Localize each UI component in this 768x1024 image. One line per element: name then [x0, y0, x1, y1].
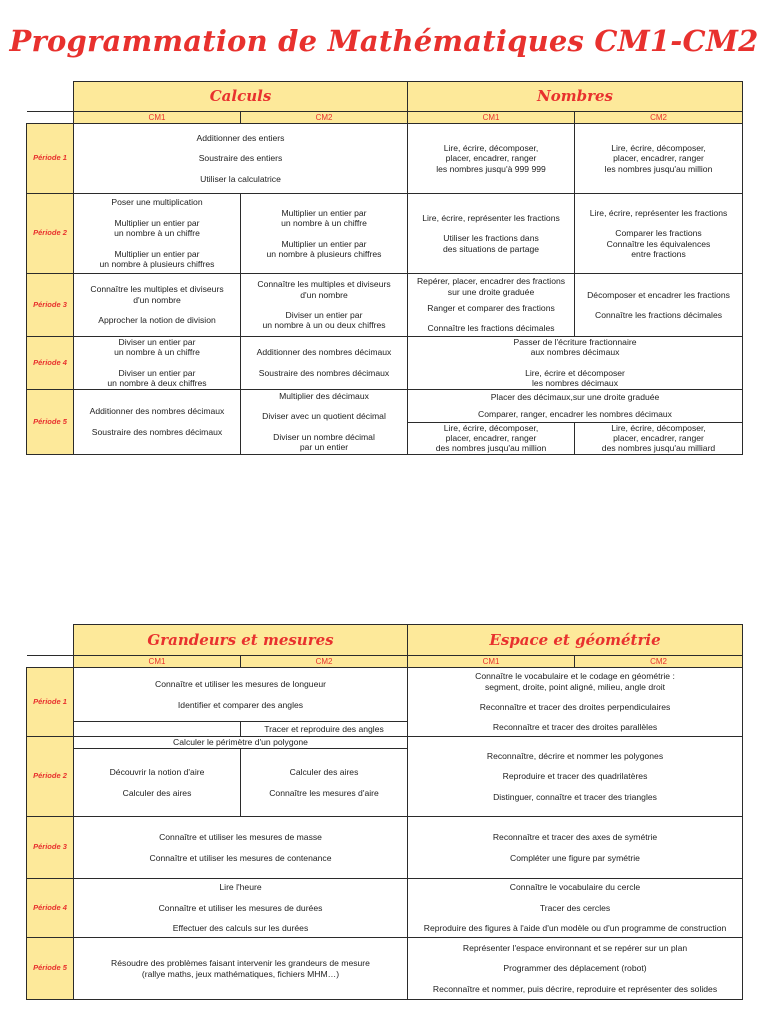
skill-item: Tracer et reproduire des angles [264, 723, 384, 734]
cell-espace-p3 [408, 817, 743, 879]
cell-grandeurs-cm1-p1-empty [74, 722, 241, 737]
corner-blank [27, 82, 74, 112]
cell-calculs-cm2-p2 [241, 194, 408, 274]
skill-item: Multiplier des décimaux [279, 390, 369, 401]
header-espace: Espace et géométrie [408, 625, 743, 656]
skill-item: Découvrir la notion d'aire [109, 767, 205, 778]
skill-item: Connaître et utiliser les mesures de longueur [155, 679, 327, 690]
skill-item: Approcher la notion de division [98, 315, 216, 326]
skill-item: Connaître le vocabulaire du cercle [509, 882, 641, 893]
cell-calculs-cm1-p4 [74, 337, 241, 390]
page-title: Programmation de Mathématiques CM1-CM2 [9, 24, 759, 58]
cell-grandeurs-p1 [74, 668, 408, 722]
skill-item: Comparer les fractions Connaître les équivalences entre fractions [606, 228, 711, 259]
skill-item: Repérer, placer, encadrer des fractions sur une droite graduée [416, 276, 566, 297]
period-label: Période 5 [27, 389, 74, 454]
skill-item: Calculer des aires [122, 787, 192, 798]
cell-calculs-cm1-p5 [74, 389, 241, 454]
skill-item: Reproduire et tracer des quadrilatères [502, 771, 648, 782]
skill-item: Additionner des nombres décimaux [89, 406, 225, 417]
skill-item: Compléter une figure par symétrie [510, 852, 640, 863]
skill-item: Lire, écrire et décomposer les nombres décimaux [525, 367, 625, 389]
cell-nombres-p4 [408, 337, 743, 390]
level-cm1: CM1 [408, 656, 575, 668]
cell-grandeurs-p5 [74, 938, 408, 1000]
skill-item: Diviser un entier par un nombre à un chiffre [114, 337, 200, 358]
skill-item: Lire, écrire, représenter les fractions [589, 207, 728, 218]
skill-item: Diviser un nombre décimal par un entier [273, 431, 375, 453]
cell-nombres-cm2-p3 [575, 274, 743, 337]
level-cm1: CM1 [74, 112, 241, 124]
table-grandeurs-espace [26, 624, 743, 1000]
cell-grandeurs-p3 [74, 817, 408, 879]
cell-espace-p5 [408, 938, 743, 1000]
header-nombres: Nombres [408, 82, 743, 112]
cell-nombres-cm1-p1 [408, 124, 575, 194]
period-label: Période 5 [27, 938, 74, 1000]
skill-item: Comparer, ranger, encadrer les nombres décimaux [478, 408, 672, 419]
cell-calculs-cm1-p2 [74, 194, 241, 274]
skill-item: Multiplier un entier par un nombre à plusieurs chiffres [266, 238, 382, 259]
cell-espace-p1 [408, 668, 743, 737]
cell-nombres-cm1-p2 [408, 194, 575, 274]
skill-item: Reconnaître, décrire et nommer les polygones [486, 750, 664, 761]
skill-item: Lire, écrire, décomposer, placer, encadrer, ranger les nombres jusqu'à 999 999 [436, 142, 546, 174]
skill-item: Additionner des nombres décimaux [256, 347, 392, 358]
skill-item: Utiliser les fractions dans des situations de partage [443, 233, 540, 254]
skill-item: Ranger et comparer des fractions [427, 303, 555, 313]
skill-item: Soustraire des entiers [198, 153, 283, 164]
table-calculs-nombres [26, 81, 743, 455]
cell-nombres-cm2-p5 [575, 422, 743, 454]
level-cm2: CM2 [241, 656, 408, 668]
cell-nombres-p5 [408, 389, 743, 422]
cell-grandeurs-cm2-p2 [241, 749, 408, 817]
skill-item: Lire l'heure [219, 882, 262, 893]
cell-calculs-cm1-p3 [74, 274, 241, 337]
skill-item: Reconnaître et tracer des droites parallèles [492, 722, 658, 733]
cell-nombres-cm2-p1 [575, 124, 743, 194]
cell-grandeurs-cm2-p1 [241, 722, 408, 737]
skill-item: Identifier et comparer des angles [177, 699, 304, 710]
cell-calculs-p1 [74, 124, 408, 194]
skill-item: Reconnaître et nommer, puis décrire, reproduire et représenter des solides [432, 983, 718, 994]
period-label: Période 4 [27, 879, 74, 938]
skill-item: Multiplier un entier par un nombre à un chiffre [114, 217, 200, 239]
skill-item: Calculer le périmètre d'un polygone [173, 737, 308, 748]
skill-item: Connaître et utiliser les mesures de contenance [149, 852, 332, 863]
skill-item: Lire, écrire, décomposer, placer, encadrer, ranger des nombres jusqu'au million [435, 422, 547, 454]
skill-item: Effectuer des calculs sur les durées [172, 923, 309, 934]
skill-item: Multiplier un entier par un nombre à un chiffre [281, 207, 367, 229]
period-label: Période 2 [27, 194, 74, 274]
skill-item: Diviser avec un quotient décimal [262, 411, 386, 422]
cell-nombres-cm1-p3 [408, 274, 575, 337]
skill-item: Résoudre des problèmes faisant intervenir les grandeurs de mesure (rallye maths, jeux mathématiques, fichiers MHM…) [111, 958, 370, 979]
period-label: Période 1 [27, 124, 74, 194]
skill-item: Connaître les mesures d'aire [269, 787, 379, 798]
cell-calculs-cm2-p4 [241, 337, 408, 390]
header-grandeurs: Grandeurs et mesures [74, 625, 408, 656]
skill-item: Lire, écrire, décomposer, placer, encadrer, ranger des nombres jusqu'au milliard [601, 422, 716, 454]
header-calculs: Calculs [74, 82, 408, 112]
skill-item: Connaître et utiliser les mesures de masse [159, 832, 322, 843]
skill-item: Connaître les fractions décimales [427, 323, 555, 334]
level-cm2: CM2 [575, 112, 743, 124]
skill-item: Reconnaître et tracer des axes de symétrie [492, 832, 658, 843]
skill-item: Distinguer, connaître et tracer des triangles [493, 791, 657, 802]
cell-espace-p4 [408, 879, 743, 938]
skill-item: Diviser un entier par un nombre à deux chiffres [107, 367, 207, 389]
skill-item: Soustraire des nombres décimaux [258, 367, 390, 378]
skill-item: Lire, écrire, décomposer, placer, encadrer, ranger les nombres jusqu'au million [604, 142, 713, 174]
cell-espace-p2 [408, 737, 743, 817]
skill-item: Poser une multiplication [111, 197, 203, 208]
skill-item: Passer de l'écriture fractionnaire aux nombres décimaux [513, 337, 637, 358]
period-label: Période 1 [27, 668, 74, 737]
skill-item: Décomposer et encadrer les fractions [587, 289, 730, 300]
cell-grandeurs-cm1-p2 [74, 749, 241, 817]
skill-item: Lire, écrire, représenter les fractions [422, 212, 560, 223]
corner-blank [27, 656, 74, 668]
skill-item: Utiliser la calculatrice [200, 173, 281, 184]
cell-nombres-cm1-p5 [408, 422, 575, 454]
period-label: Période 4 [27, 337, 74, 390]
skill-item: Additionner des entiers [196, 132, 285, 143]
skill-item: Multiplier un entier par un nombre à plusieurs chiffres [99, 248, 215, 270]
skill-item: Reconnaître et tracer des droites perpendiculaires [479, 702, 671, 712]
level-cm2: CM2 [575, 656, 743, 668]
level-cm1: CM1 [408, 112, 575, 124]
skill-item: Représenter l'espace environnant et se repérer sur un plan [462, 942, 688, 953]
skill-item: Connaître les multiples et diviseurs d'un nombre [90, 284, 224, 305]
skill-item: Connaître et utiliser les mesures de durées [158, 902, 323, 913]
cell-nombres-cm2-p2 [575, 194, 743, 274]
cell-calculs-cm2-p3 [241, 274, 408, 337]
cell-calculs-cm2-p5 [241, 389, 408, 454]
cell-grandeurs-p2 [74, 737, 408, 749]
level-cm1: CM1 [74, 656, 241, 668]
cell-grandeurs-p4 [74, 879, 408, 938]
skill-item: Programmer des déplacement (robot) [503, 963, 647, 974]
skill-item: Diviser un entier par un nombre à un ou deux chiffres [262, 310, 386, 331]
skill-item: Connaître les fractions décimales [594, 310, 723, 320]
skill-item: Calculer des aires [289, 767, 359, 778]
skill-item: Reproduire des figures à l'aide d'un modèle ou d'un programme de construction [423, 923, 727, 934]
corner-blank [27, 112, 74, 124]
skill-item: Tracer des cercles [539, 902, 611, 913]
skill-item: Placer des décimaux,sur une droite graduée [490, 392, 660, 403]
period-label: Période 2 [27, 737, 74, 817]
skill-item: Soustraire des nombres décimaux [91, 426, 223, 437]
skill-item: Connaître les multiples et diviseurs d'un nombre [257, 279, 391, 300]
level-cm2: CM2 [241, 112, 408, 124]
corner-blank [27, 625, 74, 656]
period-label: Période 3 [27, 274, 74, 337]
period-label: Période 3 [27, 817, 74, 879]
skill-item: Connaître le vocabulaire et le codage en géométrie : segment, droite, point aligné, milieu, angle droit [475, 671, 675, 692]
